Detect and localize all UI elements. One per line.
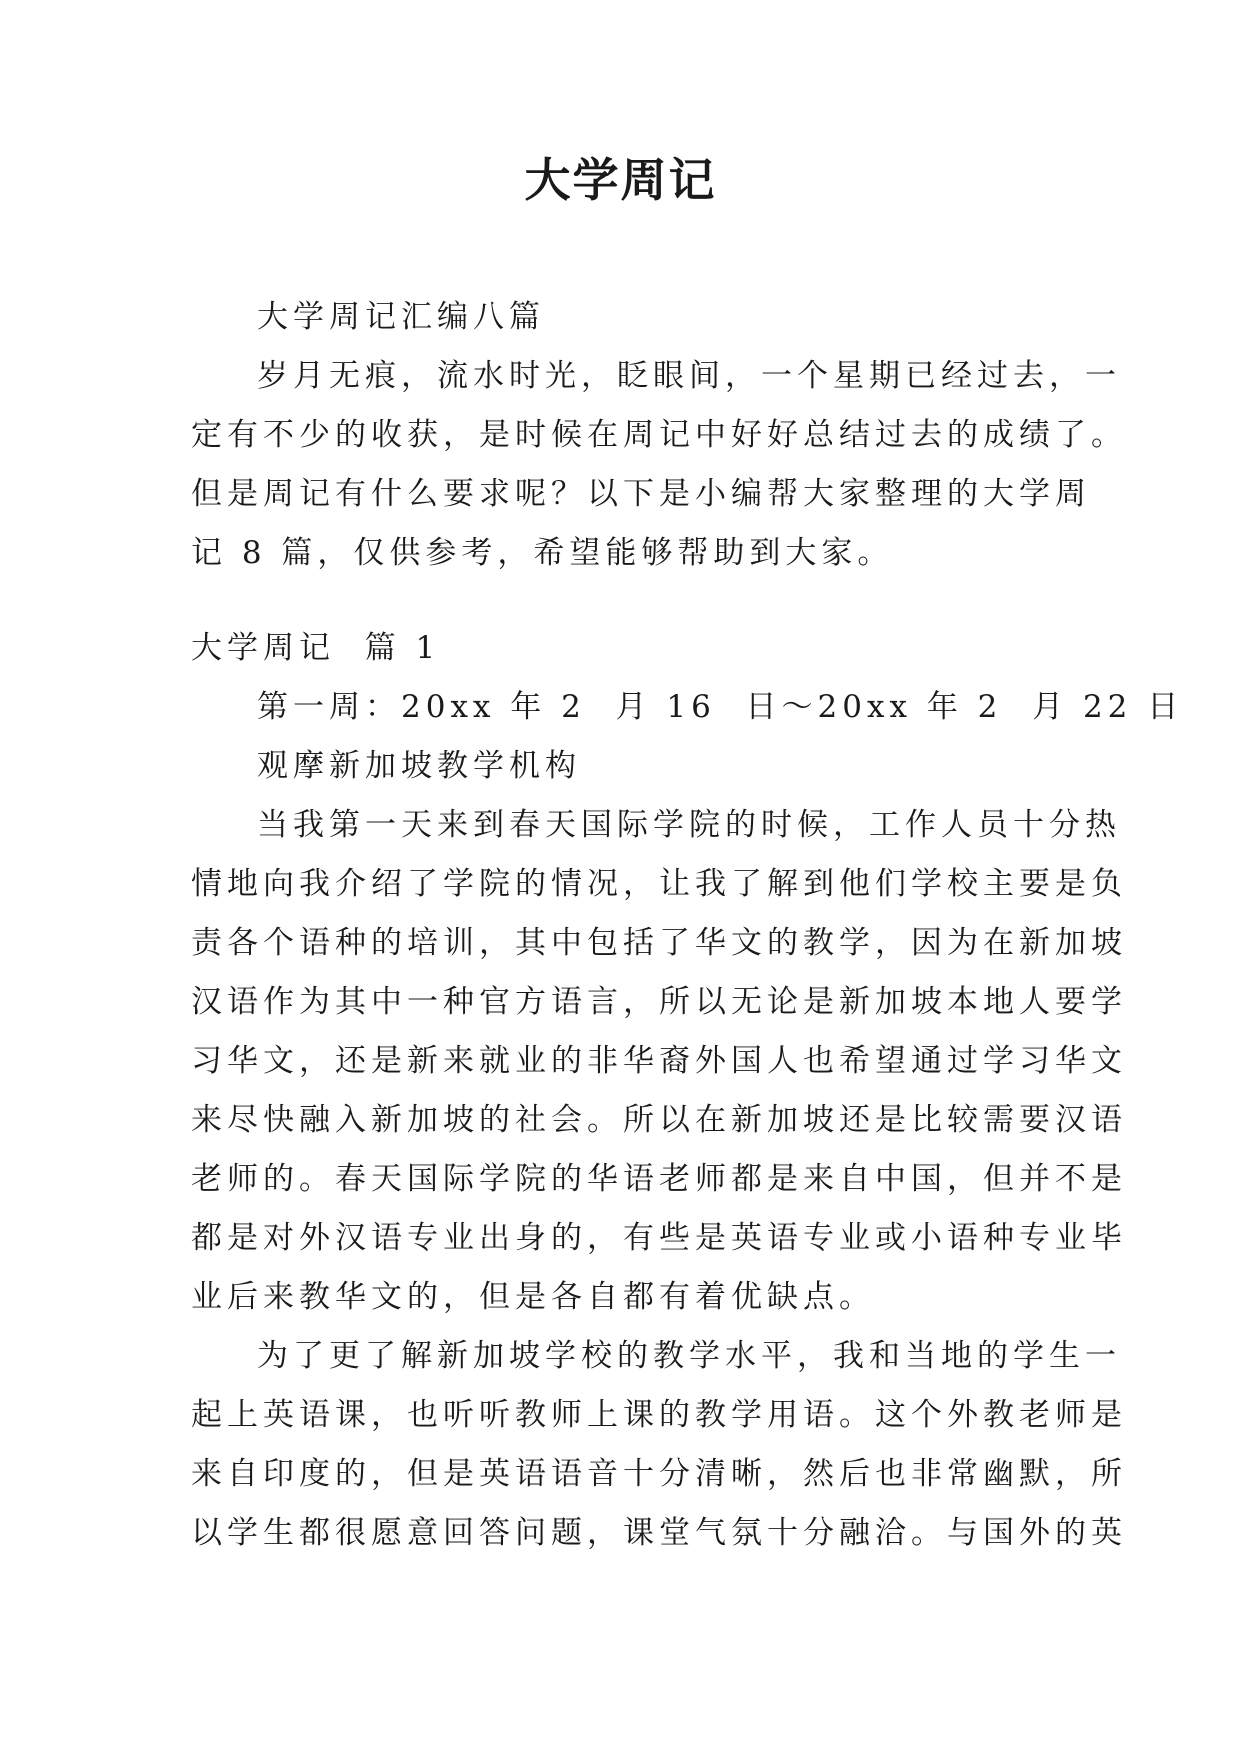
paragraph-line: 业后来教华文的，但是各自都有着优缺点。 [191,1279,875,1315]
week-topic-line: 观摩新加坡教学机构 [257,748,581,784]
subtitle-line: 大学周记汇编八篇 [257,299,545,335]
paragraph-line: 起上英语课，也听听教师上课的教学用语。这个外教老师是 [191,1397,1127,1433]
paragraph-gap [191,583,1051,619]
document-title: 大学周记 [524,153,717,207]
week-date-line: 第一周：20xx 年 2 月 16 日～20xx 年 2 月 22 日 [257,689,1184,725]
paragraph-line: 老师的。春天国际学院的华语老师都是来自中国，但并不是 [191,1161,1127,1197]
paragraph-line: 汉语作为其中一种官方语言，所以无论是新加坡本地人要学 [191,984,1127,1020]
intro-line: 岁月无痕，流水时光，眨眼间，一个星期已经过去，一 [257,358,1121,394]
paragraph-line: 来尽快融入新加坡的社会。所以在新加坡还是比较需要汉语 [191,1102,1127,1138]
intro-line: 但是周记有什么要求呢？以下是小编帮大家整理的大学周 [191,476,1091,512]
intro-line: 定有不少的收获，是时候在周记中好好总结过去的成绩了。 [191,417,1127,453]
paragraph-line: 为了更了解新加坡学校的教学水平，我和当地的学生一 [257,1338,1121,1374]
paragraph-line: 情地向我介绍了学院的情况，让我了解到他们学校主要是负 [191,866,1127,902]
intro-line: 记 8 篇，仅供参考，希望能够帮助到大家。 [191,535,894,571]
document-body [191,288,1184,1563]
section-heading: 大学周记 篇 1 [191,630,441,666]
paragraph-line: 当我第一天来到春天国际学院的时候，工作人员十分热 [257,807,1121,843]
paragraph-line: 来自印度的，但是英语语音十分清晰，然后也非常幽默，所 [191,1456,1127,1492]
paragraph-line: 习华文，还是新来就业的非华裔外国人也希望通过学习华文 [191,1043,1127,1079]
paragraph-line: 责各个语种的培训，其中包括了华文的教学，因为在新加坡 [191,925,1127,961]
paragraph-line: 都是对外汉语专业出身的，有些是英语专业或小语种专业毕 [191,1220,1127,1256]
paragraph-line: 以学生都很愿意回答问题，课堂气氛十分融洽。与国外的英 [191,1515,1127,1551]
